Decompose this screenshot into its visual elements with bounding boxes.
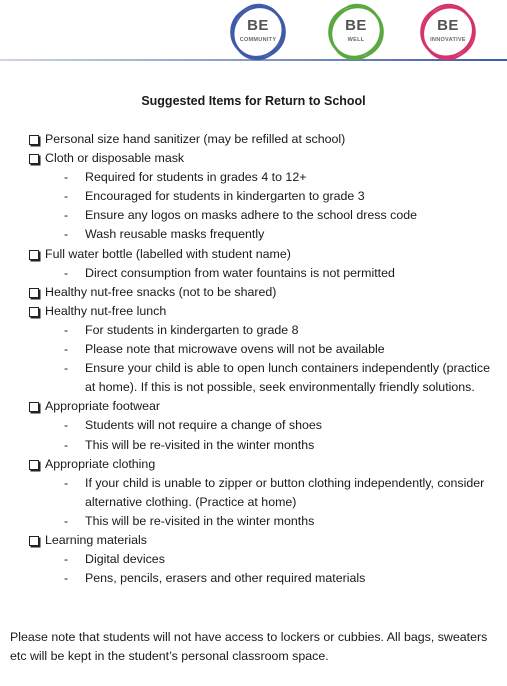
- sub-list: [45, 264, 498, 283]
- dash-bullet: -: [64, 361, 69, 376]
- dash-bullet: -: [64, 227, 69, 242]
- logo-sub-text: COMMUNITY: [239, 37, 277, 43]
- sub-item-text: For students in kindergarten to grade 8: [85, 322, 299, 337]
- sub-item: [45, 340, 498, 359]
- dash-bullet: -: [64, 571, 69, 586]
- sub-item: [45, 474, 498, 512]
- sub-item: [45, 187, 498, 206]
- sub-item: [45, 168, 498, 187]
- checklist: [28, 130, 498, 588]
- sub-item-text: If your child is unable to zipper or button clothing independently, consider alternative clothing. (Practice at home): [85, 475, 485, 509]
- dash-bullet: -: [64, 170, 69, 185]
- logo-main-text: BE: [247, 17, 269, 34]
- checklist-item: [28, 149, 498, 244]
- sub-item-text: Required for students in grades 4 to 12+: [85, 170, 307, 185]
- sub-list: [45, 550, 498, 588]
- sub-item: [45, 436, 498, 455]
- sub-list: [45, 416, 498, 454]
- sub-item-text: This will be re-visited in the winter months: [85, 513, 315, 528]
- logo-main-text: BE: [345, 17, 367, 34]
- sub-list: [45, 168, 498, 244]
- sub-item-text: Ensure any logos on masks adhere to the school dress code: [85, 208, 417, 223]
- checklist-item: [28, 130, 498, 149]
- sub-item-text: Pens, pencils, erasers and other required materials: [85, 571, 366, 586]
- page-title: Suggested Items for Return to School: [141, 94, 366, 108]
- sub-list: [45, 474, 498, 531]
- sub-item: [45, 569, 498, 588]
- checkbox-icon: [29, 135, 39, 145]
- sub-item-text: Ensure your child is able to open lunch containers independently (practice at home). If this is not possible, seek environmentally friendly solutions.: [85, 361, 491, 395]
- be-innovative-logo: [418, 2, 478, 62]
- dash-bullet: -: [64, 322, 69, 337]
- checklist-item-label: Healthy nut-free lunch: [45, 303, 167, 318]
- checklist-item: [28, 397, 498, 454]
- checkbox-icon: [29, 536, 39, 546]
- dash-bullet: -: [64, 418, 69, 433]
- checklist-item-label: Healthy nut-free snacks (not to be shared): [45, 284, 277, 299]
- sub-item: [45, 321, 498, 340]
- sub-item: [45, 264, 498, 283]
- sub-item-text: Digital devices: [85, 552, 165, 567]
- checklist-item-label: Personal size hand sanitizer (may be refilled at school): [45, 132, 346, 146]
- checkbox-icon: [29, 154, 39, 164]
- sub-item-text: Wash reusable masks frequently: [85, 227, 265, 242]
- dash-bullet: -: [64, 552, 69, 567]
- sub-item: [45, 206, 498, 225]
- checkbox-icon: [29, 288, 39, 298]
- be-well-logo: [326, 2, 386, 62]
- checklist-item-label: Learning materials: [45, 532, 147, 547]
- logo-main-text: BE: [437, 17, 459, 34]
- checklist-item: [28, 245, 498, 283]
- logo-sub-text: WELL: [347, 37, 365, 43]
- checklist-item: [28, 455, 498, 531]
- dash-bullet: -: [64, 342, 69, 357]
- sub-item: [45, 550, 498, 569]
- dash-bullet: -: [64, 208, 69, 223]
- dash-bullet: -: [64, 189, 69, 204]
- checklist-item-label: Appropriate clothing: [45, 456, 156, 471]
- checkbox-icon: [29, 460, 39, 470]
- checkbox-icon: [29, 402, 39, 412]
- checklist-item-label: Cloth or disposable mask: [45, 151, 185, 166]
- dash-bullet: -: [64, 265, 69, 280]
- checkbox-icon: [29, 307, 39, 317]
- dash-bullet: -: [64, 475, 69, 490]
- checklist-item: [28, 531, 498, 588]
- sub-item: [45, 512, 498, 531]
- sub-item: [45, 225, 498, 244]
- sub-item-text: This will be re-visited in the winter months: [85, 437, 315, 452]
- sub-item-text: Encouraged for students in kindergarten to grade 3: [85, 189, 365, 204]
- footnote: Please note that students will not have access to lockers or cubbies. All bags, sweaters etc will be kept in the student’s personal classroom space.: [10, 630, 488, 663]
- sub-item: [45, 416, 498, 435]
- sub-item-text: Students will not require a change of shoes: [85, 418, 322, 433]
- checkbox-icon: [29, 250, 39, 260]
- logo-sub-text: INNOVATIVE: [430, 37, 466, 43]
- dash-bullet: -: [64, 513, 69, 528]
- sub-item-text: Direct consumption from water fountains is not permitted: [85, 265, 395, 280]
- sub-item: [45, 359, 498, 397]
- sub-item-text: Please note that microwave ovens will not be available: [85, 342, 385, 357]
- sub-list: [45, 321, 498, 397]
- checklist-item-label: Full water bottle (labelled with student name): [45, 246, 291, 261]
- checklist-item: [28, 283, 498, 302]
- be-community-logo: [228, 2, 288, 62]
- checklist-item-label: Appropriate footwear: [45, 399, 161, 414]
- dash-bullet: -: [64, 437, 69, 452]
- checklist-item: [28, 302, 498, 397]
